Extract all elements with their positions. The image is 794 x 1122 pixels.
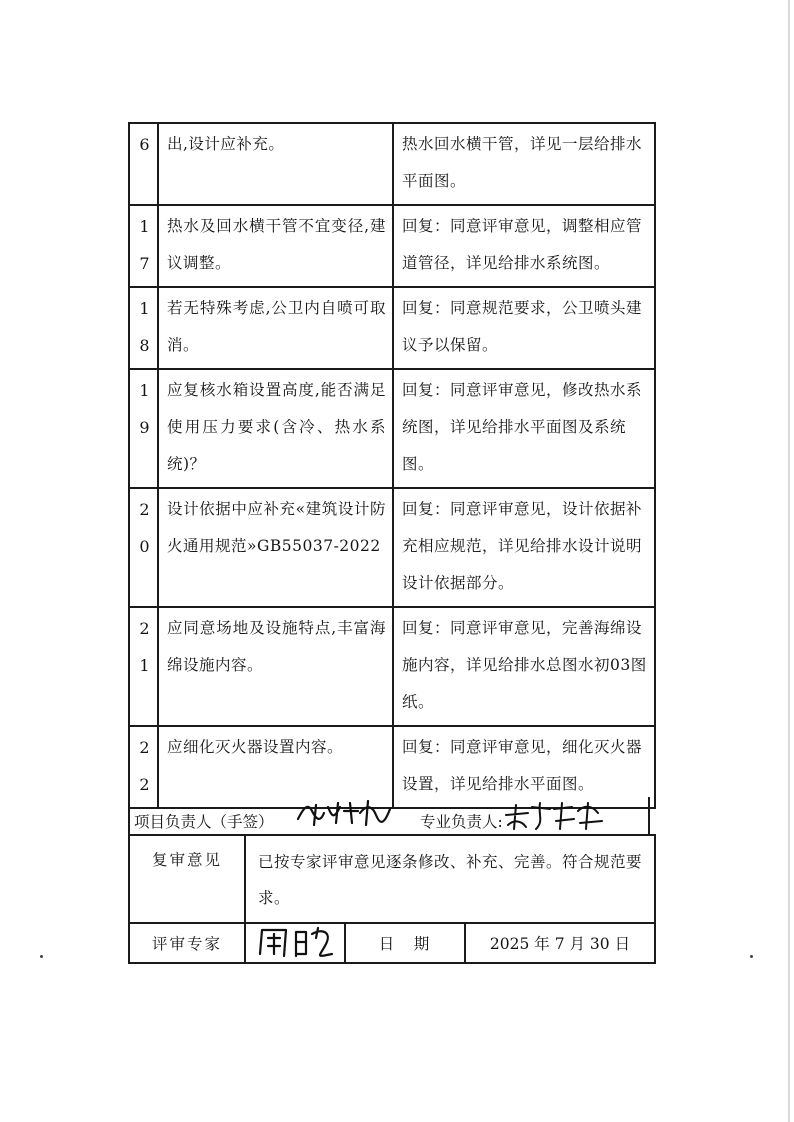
discipline-lead-label: 专业负责人: <box>420 813 503 831</box>
review-table <box>128 122 656 809</box>
project-lead-label: 项目负责人（手签） <box>134 813 274 831</box>
row-number: 1 9 <box>129 369 158 488</box>
review-comment: 设计依据中应补充«建筑设计防火通用规范»GB55037-2022 <box>158 488 393 607</box>
recheck-table <box>128 834 656 964</box>
date-label: 日 期 <box>345 923 465 963</box>
recheck-text: 已按专家评审意见逐条修改、补充、完善。符合规范要求。 <box>245 835 655 923</box>
expert-signature <box>252 924 338 962</box>
review-reply: 回复：同意评审意见，设计依据补充相应规范，详见给排水设计说明设计依据部分。 <box>393 488 655 607</box>
discipline-lead-signature <box>502 799 606 833</box>
signature-row <box>128 797 650 836</box>
scan-speck <box>750 955 753 958</box>
table-row <box>129 123 655 205</box>
row-number: 1 7 <box>129 205 158 287</box>
project-lead-signature <box>294 797 394 831</box>
table-row <box>129 726 655 808</box>
review-comment: 应同意场地及设施特点,丰富海绵设施内容。 <box>158 607 393 726</box>
table-row <box>129 607 655 726</box>
review-reply: 回复：同意规范要求，公卫喷头建议予以保留。 <box>393 287 655 369</box>
row-number: 2 0 <box>129 488 158 607</box>
expert-signature-cell <box>245 923 345 963</box>
date-value: 2025 年 7 月 30 日 <box>465 923 655 963</box>
review-reply: 回复：同意评审意见，调整相应管道管径，详见给排水系统图。 <box>393 205 655 287</box>
row-number: 1 8 <box>129 287 158 369</box>
table-row <box>129 287 655 369</box>
table-row <box>129 488 655 607</box>
table-row <box>129 835 655 923</box>
expert-label: 评审专家 <box>129 923 245 963</box>
row-number: 6 <box>129 123 158 205</box>
row-number: 2 1 <box>129 607 158 726</box>
recheck-label: 复审意见 <box>129 835 245 923</box>
review-reply: 回复：同意评审意见，细化灭火器设置，详见给排水平面图。 <box>393 726 655 808</box>
review-comment: 热水及回水横干管不宜变径,建议调整。 <box>158 205 393 287</box>
review-comment: 若无特殊考虑,公卫内自喷可取消。 <box>158 287 393 369</box>
scan-speck <box>40 955 43 958</box>
review-reply: 回复：同意评审意见，修改热水系统图，详见给排水平面图及系统图。 <box>393 369 655 488</box>
page-edge <box>788 0 790 1122</box>
table-row <box>129 205 655 287</box>
review-reply: 热水回水横干管，详见一层给排水平面图。 <box>393 123 655 205</box>
table-row <box>129 923 655 963</box>
review-reply: 回复：同意评审意见，完善海绵设施内容，详见给排水总图水初03图纸。 <box>393 607 655 726</box>
review-comment: 应细化灭火器设置内容。 <box>158 726 393 808</box>
review-comment: 应复核水箱设置高度,能否满足使用压力要求(含冷、热水系统)？ <box>158 369 393 488</box>
table-row <box>129 369 655 488</box>
review-comment: 出,设计应补充。 <box>158 123 393 205</box>
row-number: 2 2 <box>129 726 158 808</box>
